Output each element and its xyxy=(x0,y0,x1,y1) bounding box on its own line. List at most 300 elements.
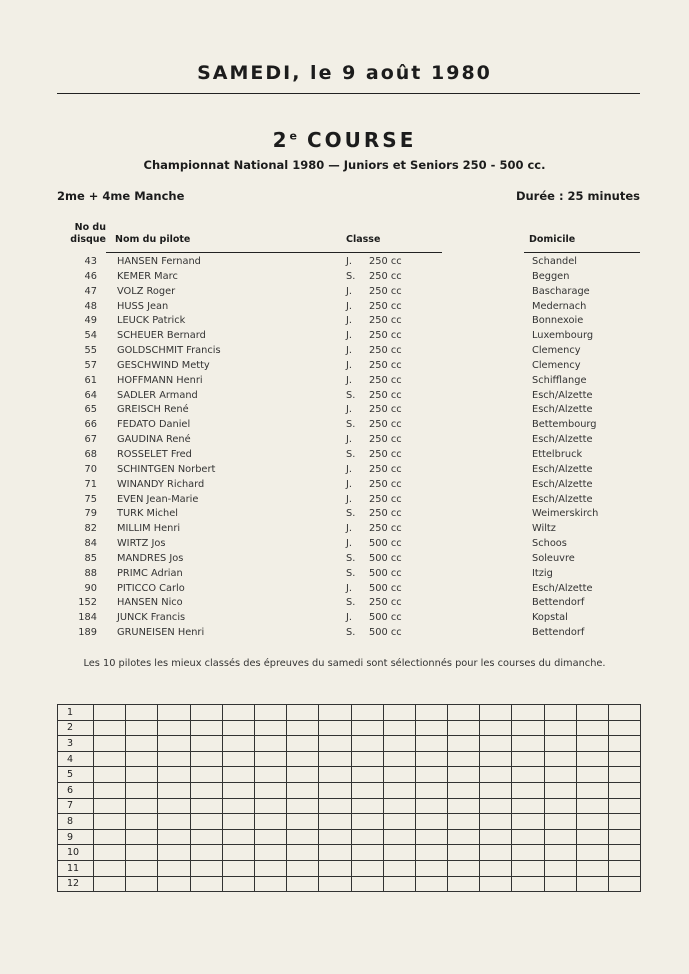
grid-cell xyxy=(609,845,641,861)
course-word: COURSE xyxy=(306,128,417,152)
rider-row xyxy=(0,612,689,627)
rider-class: 250 cc xyxy=(369,508,402,520)
grid-cell xyxy=(512,798,544,814)
rider-row xyxy=(0,627,689,642)
grid-cell xyxy=(287,845,319,861)
grid-cell xyxy=(190,829,222,845)
column-header-number xyxy=(62,222,106,246)
grid-row xyxy=(58,845,641,861)
grid-cell xyxy=(254,736,286,752)
rider-category: S. xyxy=(346,508,356,520)
grid-cell xyxy=(94,845,126,861)
rider-name: WIRTZ Jos xyxy=(117,538,166,550)
rider-category: J. xyxy=(346,434,353,446)
grid-row xyxy=(58,814,641,830)
grid-cell xyxy=(576,845,608,861)
grid-row xyxy=(58,860,641,876)
grid-cell xyxy=(609,876,641,892)
grid-row-number: 12 xyxy=(58,876,94,892)
rider-class: 500 cc xyxy=(369,582,402,594)
grid-cell xyxy=(319,829,351,845)
rider-category: S. xyxy=(346,389,356,401)
rider-number: 88 xyxy=(84,567,97,579)
rider-class: 250 cc xyxy=(369,463,402,475)
grid-cell xyxy=(94,720,126,736)
rider-class: 250 cc xyxy=(369,345,402,357)
grid-cell xyxy=(287,751,319,767)
grid-cell xyxy=(190,751,222,767)
grid-cell xyxy=(126,798,158,814)
rider-number: 48 xyxy=(84,300,97,312)
grid-cell xyxy=(576,798,608,814)
grid-cell xyxy=(544,767,576,783)
rider-name: GRUNEISEN Henri xyxy=(117,627,205,639)
rider-number: 61 xyxy=(84,374,97,386)
grid-cell xyxy=(448,736,480,752)
grid-row xyxy=(58,829,641,845)
grid-row-number: 3 xyxy=(58,736,94,752)
grid-cell xyxy=(576,814,608,830)
rider-number: 47 xyxy=(84,285,97,297)
grid-cell xyxy=(383,876,415,892)
grid-cell xyxy=(448,860,480,876)
rider-number: 57 xyxy=(84,359,97,371)
rider-name: HANSEN Nico xyxy=(117,597,183,609)
rider-class: 250 cc xyxy=(369,270,402,282)
grid-cell xyxy=(319,860,351,876)
rider-domicile: Esch/Alzette xyxy=(532,493,593,505)
rider-class: 500 cc xyxy=(369,552,402,564)
rider-row xyxy=(0,419,689,434)
rider-name: KEMER Marc xyxy=(117,270,178,282)
rider-domicile: Weimerskirch xyxy=(532,508,599,520)
grid-row-number: 7 xyxy=(58,798,94,814)
grid-cell xyxy=(319,751,351,767)
grid-cell xyxy=(319,814,351,830)
grid-cell xyxy=(480,798,512,814)
grid-cell xyxy=(609,798,641,814)
rider-domicile: Wiltz xyxy=(532,523,556,535)
grid-cell xyxy=(512,876,544,892)
rider-domicile: Bettembourg xyxy=(532,419,597,431)
grid-row xyxy=(58,782,641,798)
grid-row-number: 10 xyxy=(58,845,94,861)
grid-cell xyxy=(480,705,512,721)
grid-cell xyxy=(287,736,319,752)
grid-cell xyxy=(351,705,383,721)
rider-name: GREISCH René xyxy=(117,404,189,416)
grid-cell xyxy=(158,814,190,830)
grid-row xyxy=(58,736,641,752)
grid-cell xyxy=(190,782,222,798)
rider-name: PITICCO Carlo xyxy=(117,582,185,594)
rider-class: 250 cc xyxy=(369,478,402,490)
rider-class: 500 cc xyxy=(369,612,402,624)
grid-cell xyxy=(448,876,480,892)
grid-cell xyxy=(222,720,254,736)
rider-row xyxy=(0,508,689,523)
grid-cell xyxy=(383,767,415,783)
rider-category: S. xyxy=(346,567,356,579)
grid-row xyxy=(58,876,641,892)
rider-number: 43 xyxy=(84,256,97,267)
grid-cell xyxy=(126,751,158,767)
grid-cell xyxy=(383,798,415,814)
rider-domicile: Medernach xyxy=(532,300,587,312)
grid-cell xyxy=(222,829,254,845)
rider-domicile: Bettendorf xyxy=(532,627,585,639)
grid-cell xyxy=(415,860,447,876)
grid-cell xyxy=(544,829,576,845)
date-title: SAMEDI, le 9 août 1980 xyxy=(197,62,492,84)
grid-cell xyxy=(576,782,608,798)
rider-category: J. xyxy=(346,478,353,490)
grid-cell xyxy=(576,720,608,736)
rider-name: TURK Michel xyxy=(117,508,179,520)
grid-row xyxy=(58,751,641,767)
grid-cell xyxy=(222,705,254,721)
rider-number: 79 xyxy=(84,508,97,520)
grid-cell xyxy=(415,736,447,752)
grid-cell xyxy=(254,705,286,721)
rider-name: GESCHWIND Metty xyxy=(117,359,210,371)
grid-row-number: 8 xyxy=(58,814,94,830)
rider-category: J. xyxy=(346,359,353,371)
grid-cell xyxy=(576,751,608,767)
grid-row-number: 1 xyxy=(58,705,94,721)
rider-class: 250 cc xyxy=(369,419,402,431)
rider-name: FEDATO Daniel xyxy=(117,419,191,431)
grid-cell xyxy=(609,782,641,798)
grid-cell xyxy=(480,829,512,845)
grid-cell xyxy=(126,845,158,861)
rider-number: 68 xyxy=(84,448,97,460)
grid-cell xyxy=(126,829,158,845)
grid-cell xyxy=(351,782,383,798)
grid-cell xyxy=(319,720,351,736)
grid-cell xyxy=(222,736,254,752)
rider-class: 250 cc xyxy=(369,315,402,327)
grid-cell xyxy=(254,876,286,892)
grid-cell xyxy=(448,782,480,798)
grid-cell xyxy=(319,782,351,798)
grid-cell xyxy=(126,736,158,752)
grid-cell xyxy=(319,736,351,752)
rider-name: EVEN Jean-Marie xyxy=(117,493,199,505)
rider-row xyxy=(0,271,689,286)
grid-cell xyxy=(512,720,544,736)
column-header-number-line2: disque xyxy=(70,234,106,245)
rider-domicile: Bettendorf xyxy=(532,597,585,609)
rider-domicile: Esch/Alzette xyxy=(532,434,593,446)
grid-cell xyxy=(448,720,480,736)
score-grid xyxy=(57,704,641,892)
columns-rule-left xyxy=(106,252,442,253)
rider-category: J. xyxy=(346,463,353,475)
header-rule xyxy=(57,93,640,94)
rider-class: 250 cc xyxy=(369,300,402,312)
grid-cell xyxy=(351,720,383,736)
grid-cell xyxy=(190,876,222,892)
grid-cell xyxy=(254,767,286,783)
grid-cell xyxy=(222,860,254,876)
grid-cell xyxy=(609,736,641,752)
rider-name: MILLIM Henri xyxy=(117,523,181,535)
rider-row xyxy=(0,568,689,583)
grid-cell xyxy=(158,829,190,845)
grid-cell xyxy=(351,751,383,767)
grid-cell xyxy=(94,736,126,752)
grid-cell xyxy=(448,845,480,861)
grid-cell xyxy=(319,705,351,721)
rider-category: J. xyxy=(346,582,353,594)
rider-row xyxy=(0,360,689,375)
rider-domicile: Esch/Alzette xyxy=(532,404,593,416)
grid-row xyxy=(58,798,641,814)
column-header-class: Classe xyxy=(346,234,381,245)
rider-category: J. xyxy=(346,315,353,327)
rider-class: 250 cc xyxy=(369,330,402,342)
grid-cell xyxy=(254,860,286,876)
grid-cell xyxy=(254,720,286,736)
rider-domicile: Ettelbruck xyxy=(532,448,583,460)
rider-class: 250 cc xyxy=(369,256,402,267)
grid-cell xyxy=(512,736,544,752)
grid-cell xyxy=(222,798,254,814)
rider-domicile: Clemency xyxy=(532,359,581,371)
rider-domicile: Beggen xyxy=(532,270,570,282)
rider-domicile: Schandel xyxy=(532,256,577,267)
rider-number: 75 xyxy=(84,493,97,505)
rider-class: 500 cc xyxy=(369,627,402,639)
grid-cell xyxy=(512,767,544,783)
grid-cell xyxy=(287,814,319,830)
grid-cell xyxy=(480,736,512,752)
grid-cell xyxy=(254,782,286,798)
grid-row xyxy=(58,720,641,736)
rider-number: 65 xyxy=(84,404,97,416)
grid-cell xyxy=(609,751,641,767)
grid-cell xyxy=(351,829,383,845)
rider-class: 250 cc xyxy=(369,359,402,371)
grid-cell xyxy=(544,814,576,830)
grid-cell xyxy=(415,876,447,892)
rider-category: J. xyxy=(346,493,353,505)
rider-category: S. xyxy=(346,270,356,282)
course-suffix: e xyxy=(289,129,298,143)
grid-cell xyxy=(448,705,480,721)
grid-cell xyxy=(448,751,480,767)
grid-cell xyxy=(512,782,544,798)
grid-cell xyxy=(609,829,641,845)
rider-name: SCHEUER Bernard xyxy=(117,330,206,342)
rider-number: 189 xyxy=(78,627,97,639)
rider-domicile: Bascharage xyxy=(532,285,590,297)
grid-cell xyxy=(448,767,480,783)
grid-cell xyxy=(415,705,447,721)
rider-name: HUSS Jean xyxy=(117,300,169,312)
rider-row xyxy=(0,597,689,612)
grid-cell xyxy=(383,782,415,798)
columns-rule-right xyxy=(524,252,640,253)
rider-category: J. xyxy=(346,612,353,624)
grid-cell xyxy=(94,814,126,830)
grid-cell xyxy=(351,876,383,892)
grid-cell xyxy=(222,814,254,830)
grid-cell xyxy=(576,876,608,892)
course-number: 2 xyxy=(272,128,290,152)
grid-cell xyxy=(126,767,158,783)
grid-cell xyxy=(94,876,126,892)
grid-cell xyxy=(415,845,447,861)
rider-number: 82 xyxy=(84,523,97,535)
rider-domicile: Itzig xyxy=(532,567,553,579)
rider-row xyxy=(0,538,689,553)
rider-class: 250 cc xyxy=(369,404,402,416)
rider-row xyxy=(0,523,689,538)
rider-category: S. xyxy=(346,627,356,639)
rider-number: 64 xyxy=(84,389,97,401)
rider-class: 250 cc xyxy=(369,389,402,401)
grid-cell xyxy=(190,860,222,876)
rider-row xyxy=(0,286,689,301)
grid-cell xyxy=(254,798,286,814)
grid-cell xyxy=(319,845,351,861)
grid-cell xyxy=(126,782,158,798)
rider-domicile: Soleuvre xyxy=(532,552,575,564)
grid-cell xyxy=(351,860,383,876)
rider-number: 46 xyxy=(84,270,97,282)
grid-cell xyxy=(254,845,286,861)
grid-cell xyxy=(544,876,576,892)
grid-cell xyxy=(544,845,576,861)
rider-domicile: Esch/Alzette xyxy=(532,463,593,475)
grid-cell xyxy=(94,705,126,721)
grid-cell xyxy=(415,798,447,814)
rider-domicile: Luxembourg xyxy=(532,330,594,342)
rider-number: 90 xyxy=(84,582,97,594)
grid-cell xyxy=(287,767,319,783)
grid-cell xyxy=(383,751,415,767)
grid-cell xyxy=(512,751,544,767)
grid-cell xyxy=(609,767,641,783)
grid-cell xyxy=(415,782,447,798)
grid-cell xyxy=(544,798,576,814)
rider-category: J. xyxy=(346,538,353,550)
rider-row xyxy=(0,315,689,330)
grid-cell xyxy=(351,767,383,783)
grid-cell xyxy=(448,814,480,830)
grid-cell xyxy=(222,876,254,892)
rider-name: GOLDSCHMIT Francis xyxy=(117,345,221,357)
rider-domicile: Schoos xyxy=(532,538,567,550)
rider-number: 54 xyxy=(84,330,97,342)
grid-cell xyxy=(222,751,254,767)
rider-row xyxy=(0,301,689,316)
grid-cell xyxy=(512,845,544,861)
grid-cell xyxy=(158,876,190,892)
grid-cell xyxy=(415,829,447,845)
duration-label: Durée : 25 minutes xyxy=(515,189,640,203)
rider-class: 500 cc xyxy=(369,538,402,550)
grid-cell xyxy=(254,751,286,767)
rider-name: GAUDINA René xyxy=(117,434,191,446)
grid-cell xyxy=(609,720,641,736)
grid-cell xyxy=(94,782,126,798)
grid-cell xyxy=(190,814,222,830)
grid-cell xyxy=(351,845,383,861)
rider-category: J. xyxy=(346,523,353,535)
rider-domicile: Bonnexoie xyxy=(532,315,584,327)
rider-number: 66 xyxy=(84,419,97,431)
rider-row xyxy=(0,479,689,494)
grid-cell xyxy=(94,829,126,845)
rider-number: 70 xyxy=(84,463,97,475)
grid-cell xyxy=(576,767,608,783)
grid-cell xyxy=(287,798,319,814)
grid-row xyxy=(58,705,641,721)
rider-class: 250 cc xyxy=(369,493,402,505)
rider-name: PRIMC Adrian xyxy=(117,567,183,579)
rider-category: J. xyxy=(346,345,353,357)
grid-cell xyxy=(544,720,576,736)
grid-cell xyxy=(544,782,576,798)
grid-cell xyxy=(190,798,222,814)
grid-cell xyxy=(351,798,383,814)
grid-cell xyxy=(287,720,319,736)
grid-cell xyxy=(576,829,608,845)
grid-cell xyxy=(158,845,190,861)
grid-cell xyxy=(480,767,512,783)
rider-class: 250 cc xyxy=(369,374,402,386)
grid-cell xyxy=(319,798,351,814)
grid-cell xyxy=(222,767,254,783)
column-header-number-line1: No du xyxy=(74,222,106,233)
grid-cell xyxy=(576,860,608,876)
grid-cell xyxy=(287,782,319,798)
rider-category: J. xyxy=(346,300,353,312)
rider-row xyxy=(0,404,689,419)
rider-domicile: Esch/Alzette xyxy=(532,582,593,594)
rider-domicile: Clemency xyxy=(532,345,581,357)
grid-cell xyxy=(480,876,512,892)
course-title xyxy=(0,128,689,152)
grid-cell xyxy=(480,751,512,767)
grid-cell xyxy=(287,829,319,845)
grid-cell xyxy=(415,720,447,736)
championship-subtitle: Championnat National 1980 — Juniors et Seniors 250 - 500 cc. xyxy=(143,158,546,172)
grid-cell xyxy=(609,860,641,876)
rider-class: 250 cc xyxy=(369,285,402,297)
rider-row xyxy=(0,345,689,360)
grid-cell xyxy=(158,798,190,814)
grid-cell xyxy=(94,860,126,876)
rider-class: 250 cc xyxy=(369,523,402,535)
column-header-domicile: Domicile xyxy=(529,234,576,245)
grid-cell xyxy=(480,720,512,736)
rider-number: 152 xyxy=(78,597,97,609)
grid-cell xyxy=(126,876,158,892)
grid-cell xyxy=(190,736,222,752)
rider-category: J. xyxy=(346,404,353,416)
grid-cell xyxy=(158,860,190,876)
rider-category: J. xyxy=(346,256,353,267)
rider-name: MANDRES Jos xyxy=(117,552,184,564)
grid-cell xyxy=(415,814,447,830)
grid-cell xyxy=(158,782,190,798)
grid-row-number: 4 xyxy=(58,751,94,767)
grid-cell xyxy=(480,860,512,876)
